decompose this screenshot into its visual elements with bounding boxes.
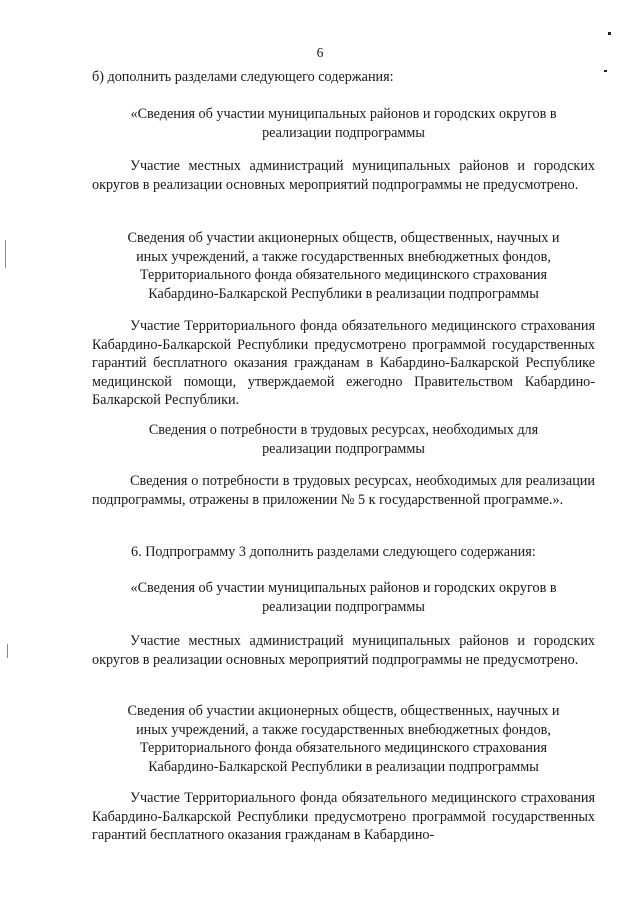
paragraph: Участие Территориального фонда обязательного медицинского страхования Кабардино-Балкарской Республики предусмотрено программой государственных гарантий бесплатного оказания гражданам в Кабардино- — [92, 790, 595, 843]
heading-line: реализации подпрограммы — [262, 440, 425, 457]
heading-line: Сведения об участии акционерных обществ, общественных, научных и — [127, 230, 560, 246]
paragraph: Сведения о потребности в трудовых ресурсах, необходимых для реализации подпрограммы, отражены в приложении № 5 к государственной программе.». — [92, 473, 595, 508]
paragraph: Участие местных администраций муниципальных районов и городских округов в реализации основных мероприятий подпрограммы не предусмотрено. — [92, 633, 595, 668]
heading-line: Кабардино-Балкарской Республики в реализации подпрограммы — [148, 285, 539, 302]
page-number: 6 — [316, 45, 324, 60]
paragraph: Участие Территориального фонда обязательного медицинского страхования Кабардино-Балкарской Республики предусмотрено программой государственных гарантий бесплатного оказания гражданам в Кабардино-Балкарской Республике медицинской помощи, утверждаемой ежегодно Правительством Кабардино-Балкарской Республики. — [92, 318, 595, 408]
heading-line: реализации подпрограммы — [262, 124, 425, 141]
scan-edge-mark — [7, 644, 8, 658]
heading-line: Территориального фонда обязательного медицинского страхования — [139, 267, 548, 283]
heading-line: реализации подпрограммы — [262, 598, 425, 615]
scan-speck — [608, 32, 611, 35]
heading-line: иных учреждений, а также государственных внебюджетных фондов, — [136, 721, 551, 738]
scan-speck — [604, 70, 607, 72]
section-heading — [92, 421, 595, 458]
heading-line: «Сведения об участии муниципальных районов и городских округов в — [130, 580, 557, 596]
section-heading — [92, 105, 595, 142]
scan-edge-mark — [5, 240, 6, 268]
paragraph: Участие местных администраций муниципальных районов и городских округов в реализации основных мероприятий подпрограммы не предусмотрено. — [92, 158, 595, 193]
heading-line: Территориального фонда обязательного медицинского страхования — [139, 740, 548, 756]
heading-line: иных учреждений, а также государственных внебюджетных фондов, — [136, 248, 551, 265]
section-heading — [92, 229, 595, 303]
heading-line: Кабардино-Балкарской Республики в реализации подпрограммы — [148, 758, 539, 775]
intro-line: б) дополнить разделами следующего содержания: — [92, 69, 394, 85]
section-heading — [92, 702, 595, 776]
heading-line: Сведения о потребности в трудовых ресурсах, необходимых для — [148, 422, 539, 438]
heading-line: Сведения об участии акционерных обществ, общественных, научных и — [127, 703, 560, 719]
heading-line: «Сведения об участии муниципальных районов и городских округов в — [130, 106, 557, 122]
section-heading — [92, 579, 595, 616]
item-line: 6. Подпрограмму 3 дополнить разделами следующего содержания: — [131, 544, 536, 560]
